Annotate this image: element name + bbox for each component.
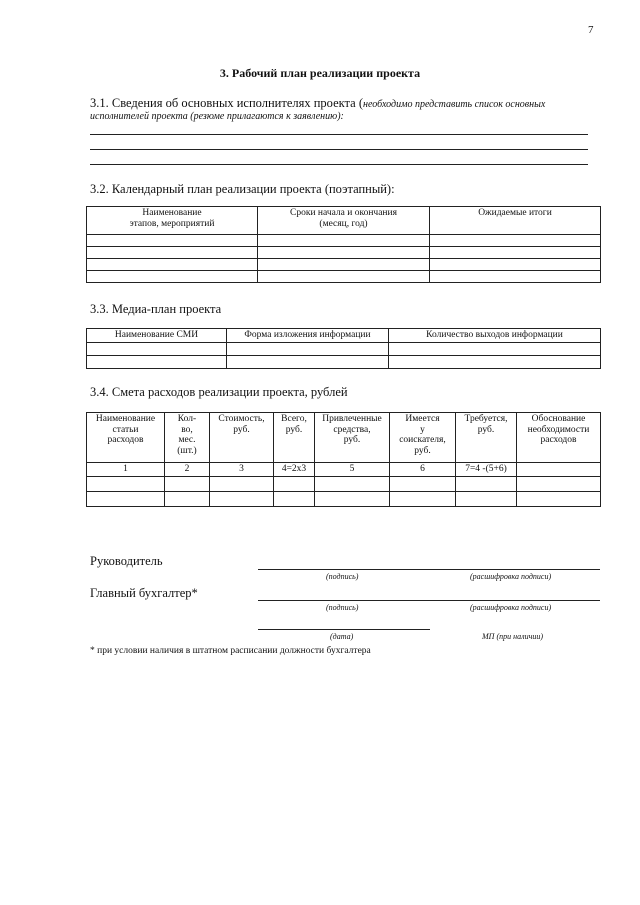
table-cell[interactable] xyxy=(274,492,315,507)
table-cell[interactable] xyxy=(517,477,601,492)
table-header: Кол- во, мес. (шт.) xyxy=(165,413,210,463)
decode-caption: (расшифровка подписи) xyxy=(470,572,552,581)
column-number: 5 xyxy=(315,463,390,477)
table-header: Наименование статьи расходов xyxy=(87,413,165,463)
stamp-caption: МП (при наличии) xyxy=(482,632,544,641)
budget-table xyxy=(86,412,601,507)
calendar-plan-table xyxy=(86,206,601,283)
section-3-2-heading: 3.2. Календарный план реализации проекта (поэтапный): xyxy=(90,182,395,196)
table-row xyxy=(87,492,601,507)
numbering-row xyxy=(87,463,601,477)
head-signature-line[interactable] xyxy=(258,569,600,570)
page-number: 7 xyxy=(588,24,594,36)
section-3-1-note-2: исполнителей проекта (резюме прилагаются к заявлению): xyxy=(90,111,344,122)
table-header: Имеется у соискателя, руб. xyxy=(390,413,456,463)
table-header: Требуется, руб. xyxy=(456,413,517,463)
section-3-1-heading xyxy=(90,96,610,111)
decode-caption: (расшифровка подписи) xyxy=(470,603,552,612)
table-header: Привлеченные средства, руб. xyxy=(315,413,390,463)
table-cell[interactable] xyxy=(389,356,601,369)
table-row xyxy=(87,356,601,369)
table-cell[interactable] xyxy=(258,247,430,259)
table-row xyxy=(87,259,601,271)
table-row xyxy=(87,343,601,356)
table-header: Ожидаемые итоги xyxy=(430,207,601,235)
blank-line xyxy=(90,149,588,150)
table-cell[interactable] xyxy=(227,356,389,369)
table-row xyxy=(87,235,601,247)
table-cell[interactable] xyxy=(227,343,389,356)
blank-line xyxy=(90,164,588,165)
table-cell[interactable] xyxy=(456,492,517,507)
table-header: Наименование этапов, мероприятий xyxy=(87,207,258,235)
column-number: 2 xyxy=(165,463,210,477)
date-caption: (дата) xyxy=(330,632,354,641)
table-cell[interactable] xyxy=(258,235,430,247)
table-header: Наименование СМИ xyxy=(87,329,227,343)
table-cell[interactable] xyxy=(517,492,601,507)
table-cell[interactable] xyxy=(430,259,601,271)
table-cell[interactable] xyxy=(258,259,430,271)
table-cell[interactable] xyxy=(274,477,315,492)
column-number: 3 xyxy=(210,463,274,477)
table-cell[interactable] xyxy=(87,477,165,492)
table-header: Всего, руб. xyxy=(274,413,315,463)
signature-caption: (подпись) xyxy=(326,572,359,581)
table-cell[interactable] xyxy=(87,271,258,283)
date-line[interactable] xyxy=(258,629,430,630)
table-cell[interactable] xyxy=(430,271,601,283)
table-cell[interactable] xyxy=(389,343,601,356)
column-number: 7=4 -(5+6) xyxy=(456,463,517,477)
table-cell[interactable] xyxy=(87,259,258,271)
table-cell[interactable] xyxy=(258,271,430,283)
table-cell[interactable] xyxy=(430,247,601,259)
footnote: * при условии наличия в штатном расписании должности бухгалтера xyxy=(90,646,371,656)
table-cell[interactable] xyxy=(315,477,390,492)
table-cell[interactable] xyxy=(456,477,517,492)
accountant-signature-line[interactable] xyxy=(258,600,600,601)
section-3-1-note-1: необходимо представить список основных xyxy=(363,99,546,110)
table-row xyxy=(87,247,601,259)
media-plan-table xyxy=(86,328,601,369)
table-header: Стоимость, руб. xyxy=(210,413,274,463)
table-header: Форма изложения информации xyxy=(227,329,389,343)
signature-caption: (подпись) xyxy=(326,603,359,612)
table-cell[interactable] xyxy=(87,247,258,259)
table-cell[interactable] xyxy=(210,492,274,507)
table-cell[interactable] xyxy=(430,235,601,247)
table-cell[interactable] xyxy=(87,492,165,507)
table-cell[interactable] xyxy=(165,492,210,507)
section-3-4-heading: 3.4. Смета расходов реализации проекта, рублей xyxy=(90,385,348,399)
column-number xyxy=(517,463,601,477)
table-cell[interactable] xyxy=(315,492,390,507)
column-number: 4=2х3 xyxy=(274,463,315,477)
section-3-1-heading-text: 3.1. Сведения об основных исполнителях проекта ( xyxy=(90,96,363,110)
table-header: Количество выходов информации xyxy=(389,329,601,343)
section-3-3-heading: 3.3. Медиа-план проекта xyxy=(90,302,222,316)
table-cell[interactable] xyxy=(87,356,227,369)
table-header: Обоснование необходимости расходов xyxy=(517,413,601,463)
table-cell[interactable] xyxy=(390,492,456,507)
table-cell[interactable] xyxy=(390,477,456,492)
accountant-label: Главный бухгалтер* xyxy=(90,586,198,600)
table-cell[interactable] xyxy=(165,477,210,492)
table-cell[interactable] xyxy=(87,343,227,356)
blank-line xyxy=(90,134,588,135)
table-cell[interactable] xyxy=(87,235,258,247)
column-number: 6 xyxy=(390,463,456,477)
table-row xyxy=(87,477,601,492)
table-row xyxy=(87,271,601,283)
table-header: Сроки начала и окончания (месяц, год) xyxy=(258,207,430,235)
table-cell[interactable] xyxy=(210,477,274,492)
head-label: Руководитель xyxy=(90,554,163,568)
section-title: 3. Рабочий план реализации проекта xyxy=(219,66,421,80)
column-number: 1 xyxy=(87,463,165,477)
